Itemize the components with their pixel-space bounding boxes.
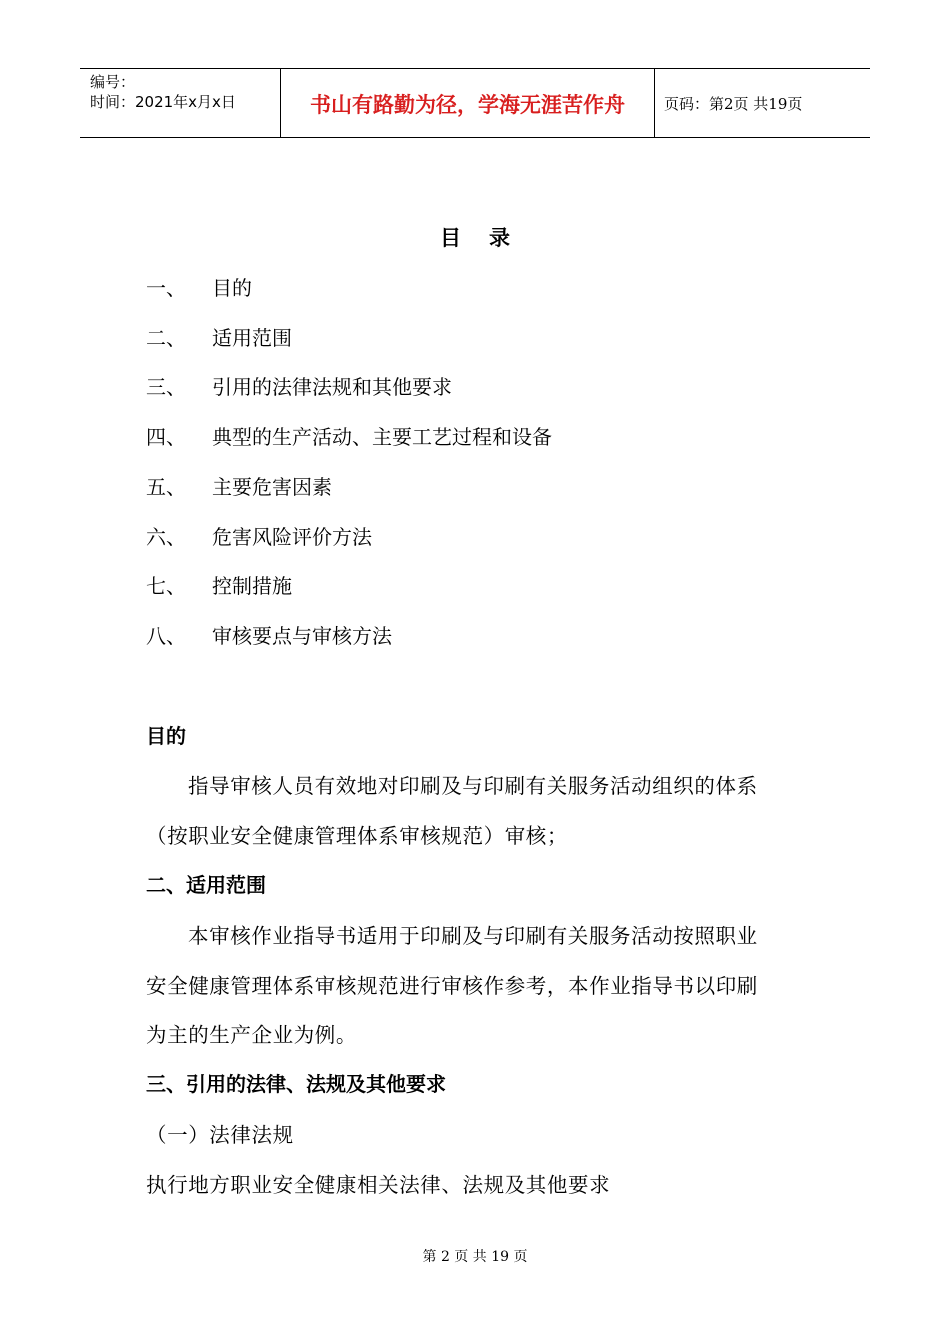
header-page-info: 页码：第2页 共19页 [664,95,803,113]
toc-item-text: 目的 [212,276,252,300]
paragraph-line: 指导审核人员有效地对印刷及与印刷有关服务活动组织的体系 [188,774,758,798]
section-heading-regulations: 三、引用的法律、法规及其他要求 [146,1072,446,1096]
section-heading-scope: 二、适用范围 [146,873,266,897]
paragraph-line: 为主的生产企业为例。 [146,1023,357,1047]
paragraph-line: 本审核作业指导书适用于印刷及与印刷有关服务活动按照职业 [188,924,758,948]
toc-item [146,570,292,599]
toc-item [146,322,292,351]
toc-item [146,371,452,400]
page-footer: 第 2 页 共 19 页 [422,1249,528,1265]
toc-item-text: 审核要点与审核方法 [212,624,392,648]
toc-item-text: 危害风险评价方法 [212,525,372,549]
toc-item [146,471,332,500]
page-header [80,68,870,138]
subsection-heading: （一）法律法规 [146,1123,294,1147]
paragraph-line: 安全健康管理体系审核规范进行审核作参考，本作业指导书以印刷 [146,974,758,998]
toc-item-text: 主要危害因素 [212,475,332,499]
section-heading-purpose: 目的 [146,724,186,748]
toc-item-text: 适用范围 [212,326,292,350]
toc-item-number: 二、 [146,326,186,350]
toc-item [146,272,252,301]
toc-item [146,521,372,550]
toc-title: 目录 [440,225,538,250]
time-label: 时间：2021年x月x日 [90,93,236,111]
paragraph-line: （按职业安全健康管理体系审核规范）审核； [146,824,568,848]
toc-item [146,421,552,450]
toc-item-number: 八、 [146,624,186,648]
header-motto: 书山有路勤为径，学海无涯苦作舟 [310,93,625,117]
toc-item [146,620,392,649]
toc-item-number: 一、 [146,276,186,300]
header-right-cell [655,69,870,137]
header-middle-cell [281,69,655,137]
toc-item-number: 七、 [146,574,186,598]
toc-item-text: 典型的生产活动、主要工艺过程和设备 [212,425,552,449]
toc-item-number: 五、 [146,475,186,499]
paragraph-line: 执行地方职业安全健康相关法律、法规及其他要求 [146,1173,611,1197]
toc-item-number: 三、 [146,375,186,399]
toc-item-text: 引用的法律法规和其他要求 [212,375,452,399]
header-left-cell [80,69,281,137]
serial-label: 编号： [90,73,136,91]
toc-item-number: 四、 [146,425,186,449]
toc-item-number: 六、 [146,525,186,549]
toc-item-text: 控制措施 [212,574,292,598]
